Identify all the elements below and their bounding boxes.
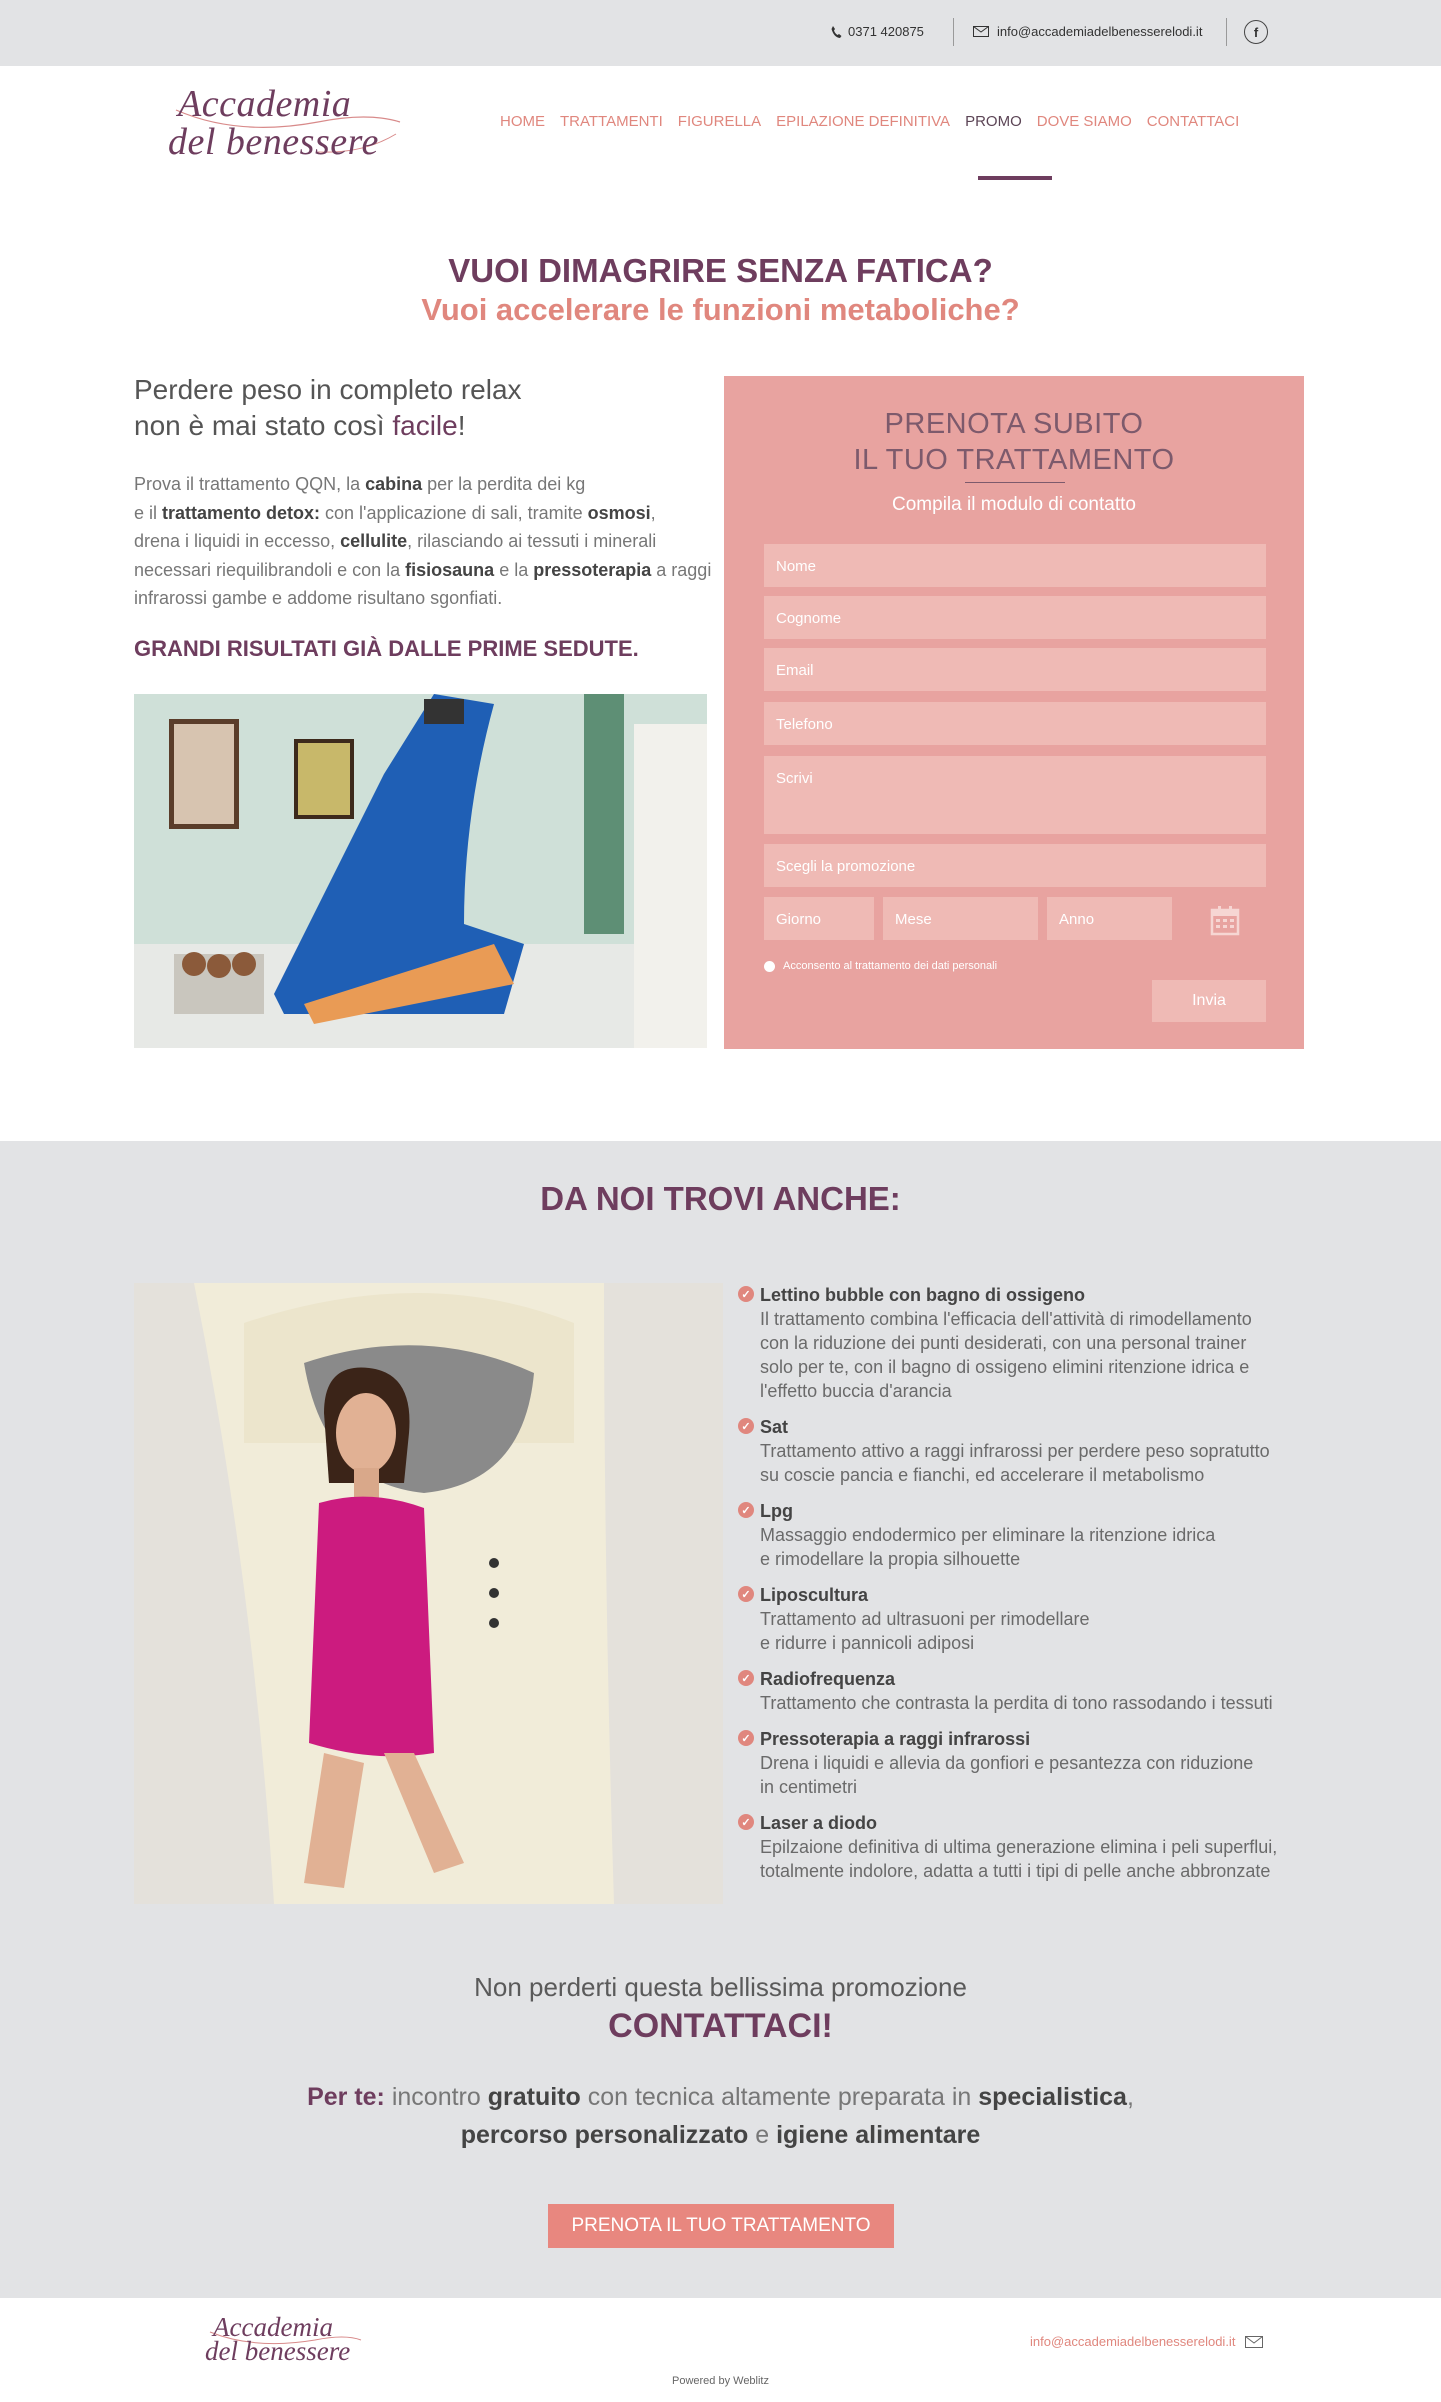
list-item: ✓ Liposcultura Trattamento ad ultrasuoni per rimodellare e ridurre i pannicoli adiposi xyxy=(738,1583,1298,1655)
contact-heading: CONTATTACI! xyxy=(608,2007,833,2045)
month-field[interactable]: Mese xyxy=(883,897,1038,940)
day-field[interactable]: Giorno xyxy=(764,897,874,940)
nav-trattamenti[interactable]: TRATTAMENTI xyxy=(560,113,663,130)
list-item: ✓ Laser a diodo Epilzaione definitiva di ultima generazione elimina i peli superflui, totalmente indolore, adatta a tutti i tipi di pelle anche abbronzate xyxy=(738,1811,1298,1883)
logo-line2: del benessere xyxy=(168,121,379,163)
offer-text: Per te: incontro gratuito con tecnica altamente preparata in specialistica, percorso personalizzato e igiene alimentare xyxy=(307,2083,1134,2149)
nav-active-indicator xyxy=(978,176,1052,180)
powered-by[interactable]: Powered by Weblitz xyxy=(671,2375,769,2387)
check-icon: ✓ xyxy=(738,1730,754,1746)
list-item: ✓ Pressoterapia a raggi infrarossi Drena i liquidi e allevia da gonfiori e pesantezza con riduzione in centimetri xyxy=(738,1727,1298,1799)
check-icon: ✓ xyxy=(738,1814,754,1830)
list-item: ✓ Radiofrequenza Trattamento che contrasta la perdita di tono rassodando i tessuti xyxy=(738,1667,1298,1715)
treatments-list xyxy=(738,1283,1298,1895)
form-title-divider xyxy=(965,482,1065,483)
submit-button[interactable]: Invia xyxy=(1152,980,1266,1022)
lead-line1: Perdere peso in completo relax xyxy=(134,374,522,405)
booking-form xyxy=(724,376,1304,1049)
calendar-icon[interactable] xyxy=(1210,904,1240,936)
nome-field[interactable]: Nome xyxy=(764,544,1266,587)
privacy-consent[interactable] xyxy=(764,960,997,972)
topbar-divider xyxy=(953,18,954,46)
nav-figurella[interactable]: FIGURELLA xyxy=(677,113,762,130)
lead-text xyxy=(134,372,694,444)
year-field[interactable]: Anno xyxy=(1047,897,1172,940)
mail-icon xyxy=(1245,2336,1263,2348)
promo-reminder: Non perderti questa bellissima promozione xyxy=(474,1972,967,2002)
nav-promo[interactable]: PROMO xyxy=(965,113,1022,130)
form-subtitle: Compila il modulo di contatto xyxy=(892,494,1136,515)
phone-number: 0371 420875 xyxy=(848,24,924,39)
facebook-icon[interactable]: f xyxy=(1244,20,1268,44)
cognome-field[interactable]: Cognome xyxy=(764,596,1266,639)
message-field[interactable]: Scrivi xyxy=(764,756,1266,834)
email-address: info@accademiadelbenesserelodi.it xyxy=(997,24,1203,39)
nav-contattaci[interactable]: CONTATTACI xyxy=(1146,113,1240,130)
phone-contact[interactable] xyxy=(830,24,924,39)
check-icon: ✓ xyxy=(738,1418,754,1434)
treatment-room-photo xyxy=(134,694,707,1048)
check-icon: ✓ xyxy=(738,1286,754,1302)
site-logo[interactable] xyxy=(168,82,408,162)
nav-epilazione[interactable]: EPILAZIONE DEFINITIVA xyxy=(776,113,951,130)
intro-paragraph: Prova il trattamento QQN, la cabina per la perdita dei kg e il trattamento detox: con l'applicazione di sali, tramite osmosi, drena i liquidi in eccesso, cellulite, rilasciando ai tessuti i minerali necessari riequilibrandoli e con la fisiosauna e la pressoterapia a raggi infrarossi gambe e addome risultano sgonfiati. xyxy=(134,474,712,608)
telefono-field[interactable]: Telefono xyxy=(764,702,1266,745)
lead-line2: non è mai stato così facile! xyxy=(134,410,466,441)
phone-icon xyxy=(830,25,842,39)
logo-line1: Accademia xyxy=(178,83,352,125)
footer-logo[interactable]: Accademia del benessere xyxy=(205,2312,365,2372)
consent-radio[interactable] xyxy=(764,961,775,972)
hero-subtitle: Vuoi accelerare le funzioni metaboliche? xyxy=(421,292,1020,327)
email-contact[interactable] xyxy=(973,24,1202,39)
woman-in-cabin-photo xyxy=(134,1283,723,1904)
list-item: ✓ Sat Trattamento attivo a raggi infrarossi per perdere peso sopratutto su coscie pancia e fianchi, ed accelerare il metabolismo xyxy=(738,1415,1298,1487)
list-item: ✓ Lettino bubble con bagno di ossigeno Il trattamento combina l'efficacia dell'attività di rimodellamento con la riduzione dei punti desiderati, con una personal trainer solo per te, con il bagno di ossigeno elimini ritenzione idrica e l'effetto buccia d'arancia xyxy=(738,1283,1298,1403)
check-icon: ✓ xyxy=(738,1586,754,1602)
list-item: ✓ Lpg Massaggio endodermico per eliminare la ritenzione idrica e rimodellare la propia silhouette xyxy=(738,1499,1298,1571)
consent-label: Acconsento al trattamento dei dati personali xyxy=(783,960,998,972)
email-field[interactable]: Email xyxy=(764,648,1266,691)
promotion-select[interactable]: Scegli la promozione xyxy=(764,844,1266,887)
book-treatment-button[interactable]: PRENOTA IL TUO TRATTAMENTO xyxy=(548,2204,894,2248)
results-heading: GRANDI RISULTATI GIÀ DALLE PRIME SEDUTE. xyxy=(134,636,639,661)
topbar-divider xyxy=(1226,18,1227,46)
nav-home[interactable]: HOME xyxy=(500,113,545,130)
check-icon: ✓ xyxy=(738,1670,754,1686)
top-bar xyxy=(0,0,1441,66)
form-title: PRENOTA SUBITO IL TUO TRATTAMENTO xyxy=(853,408,1175,476)
footer-email[interactable]: info@accademiadelbenesserelodi.it xyxy=(1030,2334,1263,2349)
mail-icon xyxy=(973,26,989,37)
main-nav xyxy=(500,113,1254,130)
section-title: DA NOI TROVI ANCHE: xyxy=(540,1180,901,1217)
nav-dove-siamo[interactable]: DOVE SIAMO xyxy=(1036,113,1132,130)
hero-title: VUOI DIMAGRIRE SENZA FATICA? xyxy=(448,252,993,289)
check-icon: ✓ xyxy=(738,1502,754,1518)
